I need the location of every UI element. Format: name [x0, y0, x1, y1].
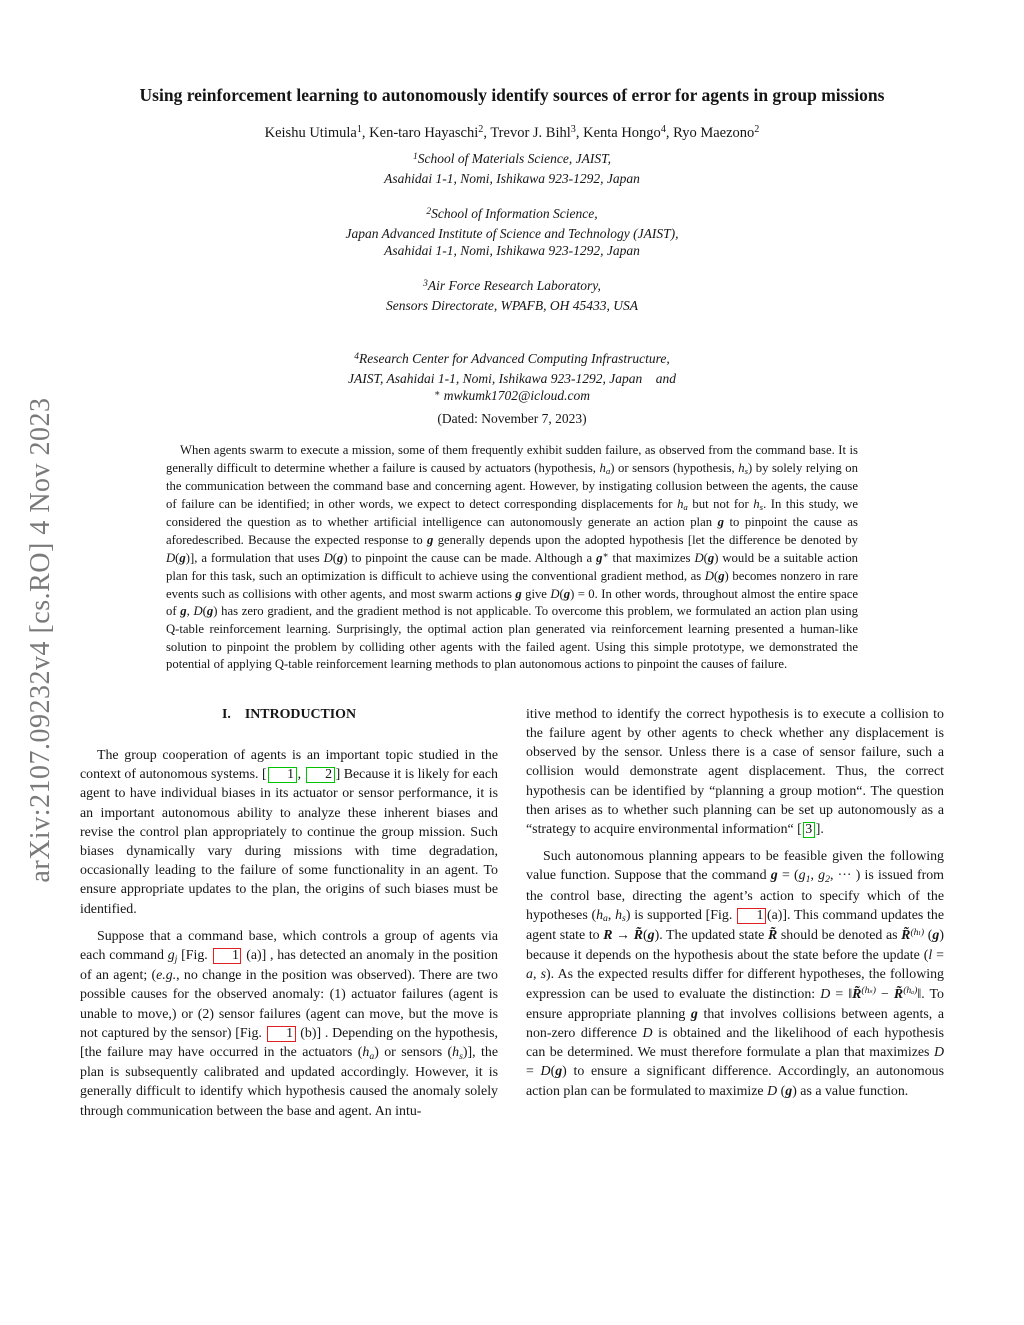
right-column [526, 705, 944, 1121]
citation-link[interactable]: 2 [306, 767, 335, 783]
section-heading-introduction [80, 705, 498, 724]
affiliation-line: $^4$Research Center for Advanced Computing Infrastructure, [354, 351, 670, 366]
figure-link[interactable]: 1 [737, 908, 766, 924]
figure-link[interactable]: 1 [267, 1026, 296, 1042]
affiliation-2 [0, 205, 1024, 259]
body-columns [80, 705, 944, 1121]
affiliation-4 [0, 350, 1024, 407]
paragraph: The group cooperation of agents is an important topic studied in the context of autonomous systems. [ 1 , 2 ] Because it is likely for each agent to have individual biases in its actuator or sensor performance, it is an important autonomous ability to analyze these inherent biases and revise the control plan appropriately to continue the group mission. Such biases dynamically vary during missions with time degradation, occasionally leading to the failure of some functionality in an agent. To ensure appropriate updates to the plan, the origins of such biases must be identified. [80, 747, 499, 917]
author-line: Keishu Utimula$^1$, Ken-taro Hayaschi$^2$, Trevor J. Bihl$^3$, Kenta Hongo$^4$, Ryo Maezono$^2$ [264, 124, 760, 141]
citation-link[interactable]: 3 [803, 822, 815, 838]
paragraph: Such autonomous planning appears to be feasible given the following value function. Suppose that the command g = (g1, g2, ··· ) is issued from the control base, directing the agent’s action to specify which of the hypotheses (ha, hs) is supported [Fig. 1 (a)]. This command updates the agent state to R → R̃(g). The updated state R̃ should be denoted as R̃$^{(h_l)}$ (g) because it depends on the hypothesis about the state before the update (l = a, s). As the expected results differ for different hypotheses, the following expression can be used to evaluate the distinction: D = ‖R̃$^{(h_s)}$ − R̃$^{(h_a)}$‖. To ensure appropriate planning g that involves collisions between agents, a non-zero difference D is obtained and the likelihood of each hypothesis can be determined. We must therefore formulate a plan that maximizes D = D(g) to ensure a significant difference. Accordingly, an autonomous action plan can be formulated to maximize D (g) as a value function. [526, 849, 945, 1099]
paragraph: Suppose that a command base, which controls a group of agents via each command gj [Fig. 1 (a)] , has detected an anomaly in the position of an agent; (e.g., no change in the position was observed). There are two possible causes for the observed anomaly: (1) actuator failures (agent is unable to move,) or (2) sensor failures (agent can move, but the move is not captured by the sensor) [Fig. 1 (b)] . Depending on the hypothesis, [the failure may have occurred in the actuators (ha) or sensors (hs)], the plan is subsequently calibrated and updated accordingly. However, it is generally difficult to identify which hypothesis caused the anomaly solely through communication between the base and agent. An intu- [80, 928, 499, 1119]
affiliation-line: Asahidai 1-1, Nomi, Ishikawa 923-1292, Japan [384, 243, 640, 258]
paper-title: Using reinforcement learning to autonomously identify sources of error for agents in group missions [139, 85, 885, 105]
citation-link[interactable]: 1 [268, 767, 297, 783]
affiliation-line: JAIST, Asahidai 1-1, Nomi, Ishikawa 923-1292, Japan and [348, 371, 676, 386]
abstract [166, 442, 858, 674]
arxiv-watermark: arXiv:2107.09232v4 [cs.RO] 4 Nov 2023 [25, 397, 56, 883]
dated-line: (Dated: November 7, 2023) [437, 411, 587, 426]
left-column [80, 705, 498, 1121]
affiliation-line: Japan Advanced Institute of Science and Technology (JAIST), [345, 226, 679, 241]
affiliation-1 [0, 150, 1024, 187]
affiliation-line: $^1$School of Materials Science, JAIST, [413, 151, 611, 166]
affiliation-line: $^2$School of Information Science, [426, 206, 598, 221]
paragraph: itive method to identify the correct hypothesis is to execute a collision to the failure agent by other agents to check whether any displacement is observed by the sensor. Unless there is a case of sensor failure, such a collision would demonstrate agent displacement. Thus, the correct hypothesis can be identified by “planning a group motion“. The question then arises as to whether such planning can be set up autonomously as a “strategy to acquire environmental information“ [ 3 ]. [526, 706, 944, 837]
figure-link[interactable]: 1 [213, 948, 242, 964]
contact-email: ∗ mwkumk1702@icloud.com [433, 388, 591, 403]
affiliation-line: $^3$Air Force Research Laboratory, [423, 278, 601, 293]
affiliation-line: Asahidai 1-1, Nomi, Ishikawa 923-1292, Japan [384, 171, 640, 186]
section-title: INTRODUCTION [244, 706, 357, 722]
section-number: I. [221, 706, 231, 722]
affiliation-3 [0, 277, 1024, 314]
affiliation-line: Sensors Directorate, WPAFB, OH 45433, USA [386, 298, 638, 313]
paper-header [0, 0, 1024, 427]
abstract-text: When agents swarm to execute a mission, some of them frequently exhibit sudden failure, as observed from the command base. It is generally difficult to determine whether a failure is caused by actuators (hypothesis, ha) or sensors (hypothesis, hs) by solely relying on the communication between the command base and concerning agent. However, by instigating collusion between the agents, the cause of failure can be identified; in other words, we expect to detect corresponding displacements for ha but not for hs. In this study, we considered the question as to whether artificial intelligence can autonomously generate an action plan g to pinpoint the cause as aforedescribed. Because the expected response to g generally depends upon the adopted hypothesis [let the difference be denoted by D(g)], a formulation that uses D(g) to pinpoint the cause can be made. Although a g∗ that maximizes D(g) would be a suitable action plan for this task, such an optimization is difficult to achieve using the conventional gradient method, as D(g) becomes nonzero in rare events such as collisions with other agents, and most swarm actions g give D(g) = 0. In other words, throughout almost the entire space of g, D(g) has zero gradient, and the gradient method is not applicable. To overcome this problem, we formulated an action plan using Q-table reinforcement learning. Surprisingly, the optimal action plan generated via reinforcement learning presented a human-like solution to pinpoint the problem by colliding other agents with the failed agent. Using this simple prototype, we demonstrated the potential of applying Q-table reinforcement learning methods to plan autonomous actions to pinpoint the causes of failure. [166, 443, 859, 672]
